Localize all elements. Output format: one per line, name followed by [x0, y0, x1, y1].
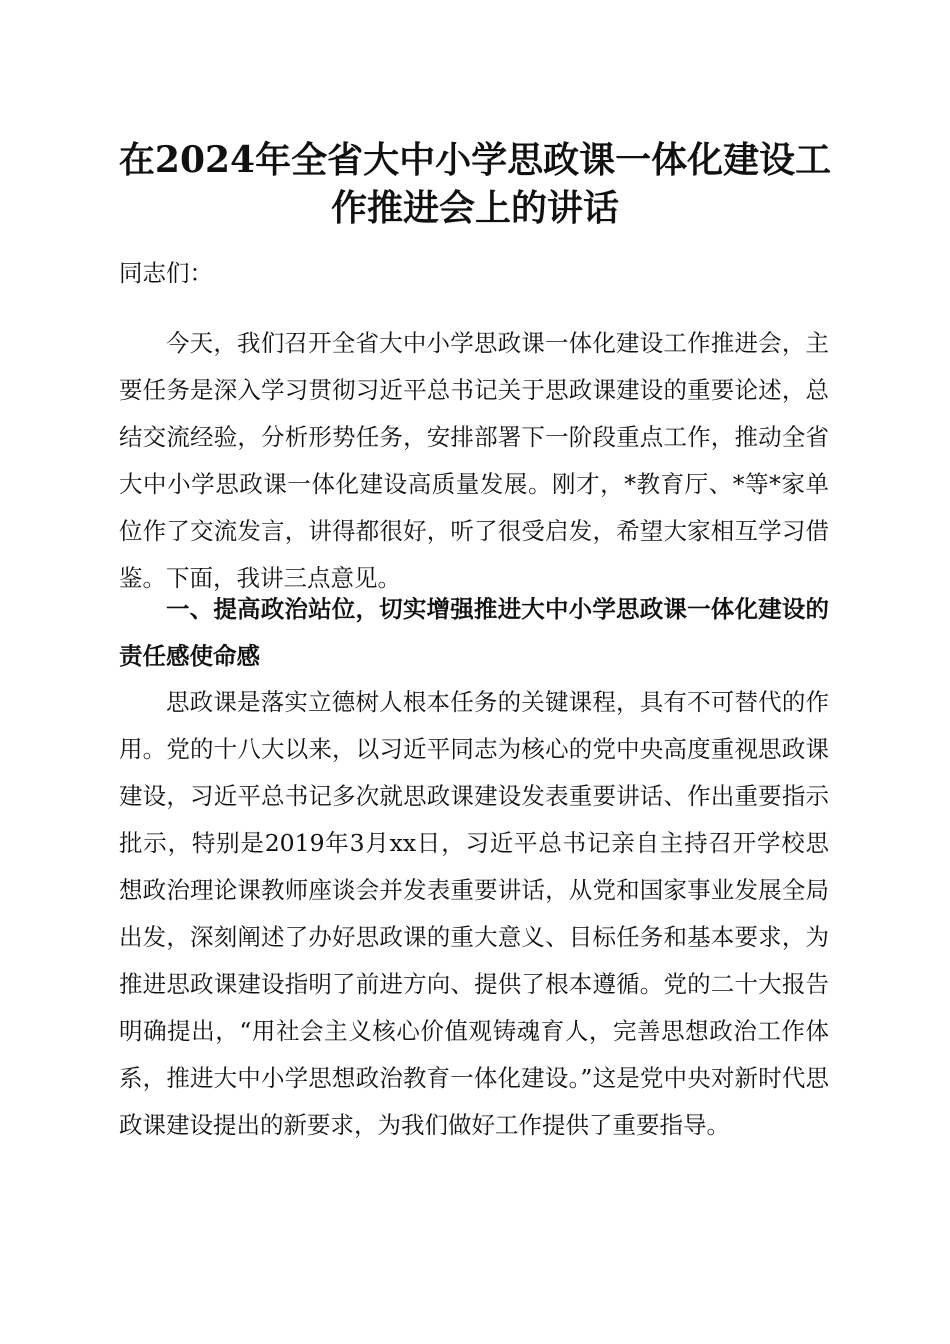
document-title-line-2: 作推进会上的讲话 [330, 187, 619, 229]
document-title-line-1: 在2024年全省大中小学思政课一体化建设工 [118, 139, 832, 181]
section-heading-1: 一、提高政治站位，切实增强推进大中小学思政课一体化建设的责任感使命感 [119, 595, 829, 670]
paragraph-intro: 今天，我们召开全省大中小学思政课一体化建设工作推进会，主要任务是深入学习贯彻习近平总书记关于思政课建设的重要论述，总结交流经验，分析形势任务，安排部署下一阶段重点工作，推动全省大中小学思政课一体化建设高质量发展。刚才，*教育厅、*等*家单位作了交流发言，讲得都很好，听了很受启发，希望大家相互学习借鉴。下面，我讲三点意见。 [119, 329, 829, 592]
paragraph-section-1: 思政课是落实立德树人根本任务的关键课程，具有不可替代的作用。党的十八大以来，以习近平同志为核心的党中央高度重视思政课建设，习近平总书记多次就思政课建设发表重要讲话、作出重要指示批示，特别是2019年3月xx日，习近平总书记亲自主持召开学校思想政治理论课教师座谈会并发表重要讲话，从党和国家事业发展全局出发，深刻阐述了办好思政课的重大意义、目标任务和基本要求，为推进思政课建设指明了前进方向、提供了根本遵循。党的二十大报告明确提出，“用社会主义核心价值观铸魂育人，完善思想政治工作体系，推进大中小学思想政治教育一体化建设。”这是党中央对新时代思政课建设提出的新要求，为我们做好工作提供了重要指导。 [119, 688, 829, 1139]
salutation: 同志们： [119, 259, 213, 287]
